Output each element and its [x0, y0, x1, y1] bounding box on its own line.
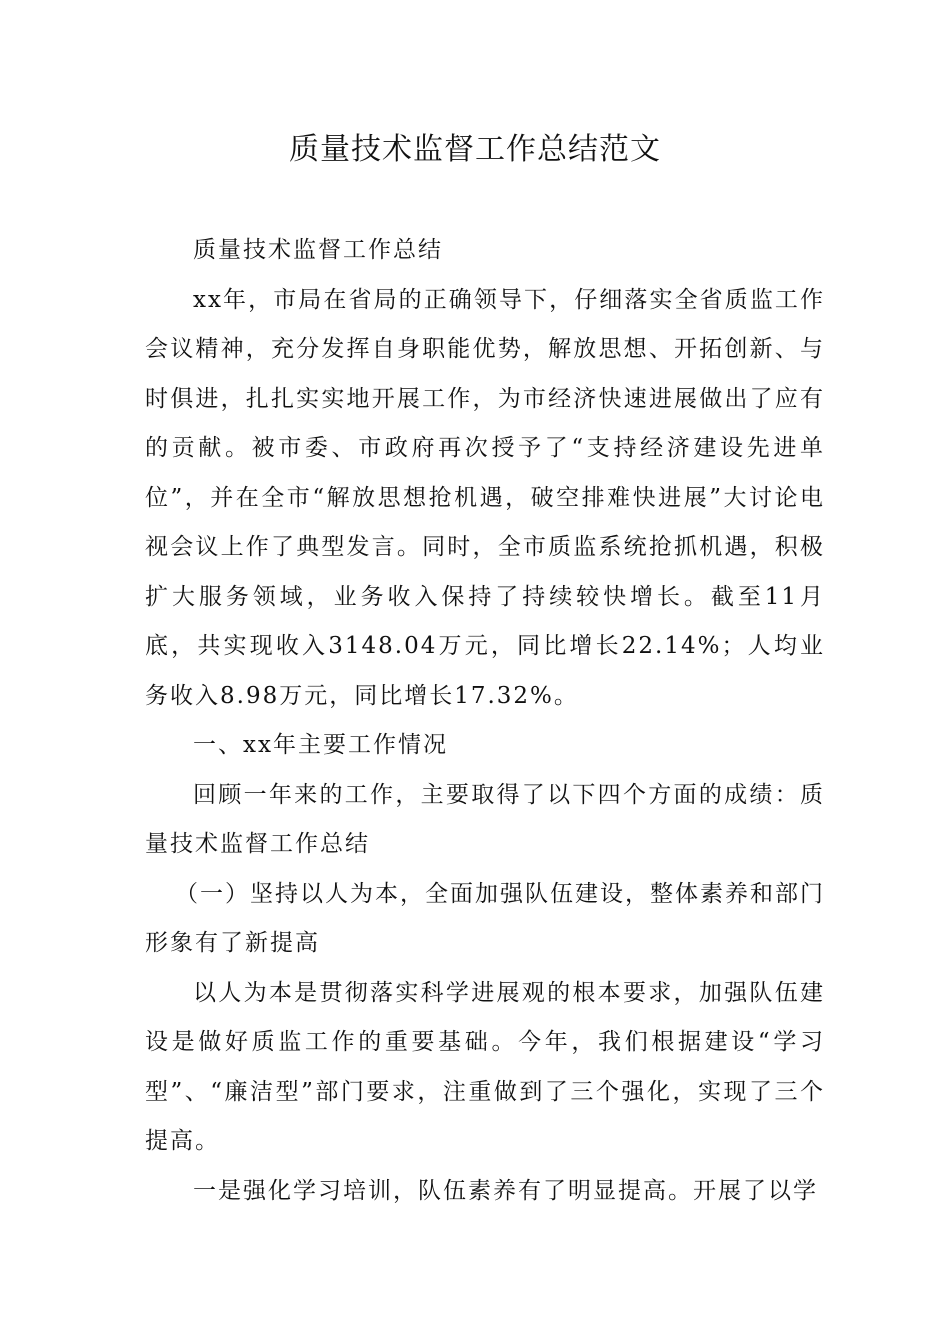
subsection-heading: （一）坚持以人为本，全面加强队伍建设，整体素养和部门形象有了新提高 [145, 880, 825, 956]
section-heading: 一、xx年主要工作情况 [193, 732, 448, 758]
document-title: 质量技术监督工作总结范文 [289, 132, 661, 167]
training-paragraph: 一是强化学习培训，队伍素养有了明显提高。开展了以学 [193, 1177, 818, 1204]
team-building-paragraph: 以人为本是贯彻落实科学进展观的根本要求，加强队伍建设是做好质监工作的重要基础。今年，我们根据建设“学习型”、“廉洁型”部门要求，注重做到了三个强化，实现了三个提高。 [145, 979, 825, 1154]
subtitle-paragraph: 质量技术监督工作总结 [193, 237, 443, 263]
review-paragraph: 回顾一年来的工作，主要取得了以下四个方面的成绩：质量技术监督工作总结 [145, 781, 825, 857]
document-body [145, 226, 825, 1216]
intro-paragraph: xx年，市局在省局的正确领导下，仔细落实全省质监工作会议精神，充分发挥自身职能优势，解放思想、开拓创新、与时俱进，扎扎实实地开展工作，为市经济快速进展做出了应有的贡献。被市委、市政府再次授予了“支持经济建设先进单位”，并在全市“解放思想抢机遇，破空排难快进展”大讨论电视会议上作了典型发言。同时，全市质监系统抢抓机遇，积极扩大服务领域，业务收入保持了持续较快增长。截至11月底，共实现收入3148.04万元，同比增长22.14%；人均业务收入8.98万元，同比增长17.32%。 [145, 286, 825, 709]
